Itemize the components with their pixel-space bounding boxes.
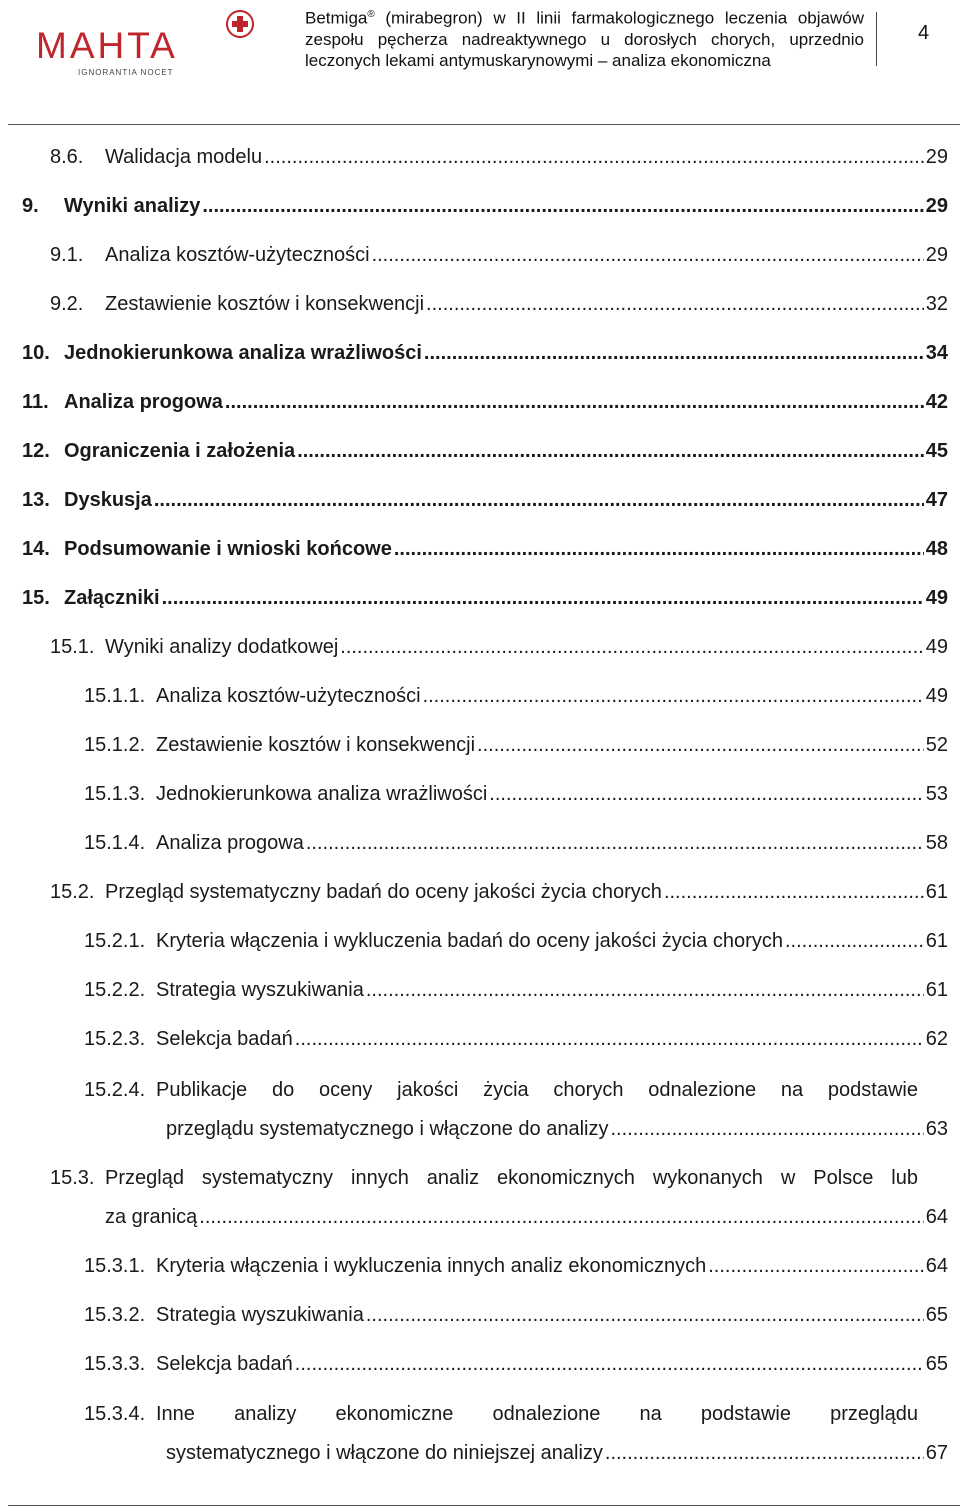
toc-entry-number: 15.1.	[50, 636, 95, 658]
toc-page-number: 53	[925, 783, 948, 805]
toc-page-number: 63	[925, 1118, 948, 1140]
toc-entry-number: 10.	[22, 342, 50, 364]
header-separator	[876, 12, 877, 66]
toc-entry-text: Wyniki analizy dodatkowej	[105, 636, 339, 658]
dot-leader	[306, 831, 924, 855]
dot-leader	[372, 243, 924, 267]
toc-entry-text: Podsumowanie i wnioski końcowe	[64, 538, 392, 560]
toc-page-number: 61	[925, 930, 948, 952]
dot-leader	[154, 488, 924, 512]
page-number: 4	[918, 22, 930, 44]
dot-leader	[340, 635, 923, 659]
toc-entry-text: Selekcja badań	[156, 1353, 293, 1375]
dot-leader	[366, 978, 924, 1002]
dot-leader	[394, 537, 924, 561]
toc-page-number: 45	[925, 440, 948, 462]
dot-leader	[477, 733, 924, 757]
toc-page-number: 67	[925, 1442, 948, 1464]
dot-leader	[708, 1254, 924, 1278]
toc-page-number: 58	[925, 832, 948, 854]
toc-entry-number: 15.1.3.	[84, 783, 146, 805]
medical-cross-icon	[224, 8, 256, 40]
toc-entry-text: Analiza progowa	[156, 832, 304, 854]
toc-entry-text-line2: systematycznego i włączone do niniejszej analizy	[166, 1442, 603, 1464]
toc-entry-text: Analiza progowa	[64, 391, 223, 413]
toc-entry-number: 13.	[22, 489, 50, 511]
toc-entry-number: 9.2.	[50, 293, 84, 315]
toc-entry-text: Analiza kosztów-użyteczności	[105, 244, 370, 266]
toc-entry-text: Dyskusja	[64, 489, 152, 511]
toc-entry-text: Ograniczenia i założenia	[64, 440, 296, 462]
toc-entry-text: Zestawienie kosztów i konsekwencji	[105, 293, 425, 315]
toc-page-number: 48	[925, 538, 948, 560]
dot-leader	[424, 341, 924, 365]
footer-rule	[8, 1505, 960, 1506]
toc-entry-text-line1: Przegląd systematyczny innych analiz ekonomicznych wykonanych w Polsce lub	[105, 1167, 918, 1189]
toc-entry-number: 9.1.	[50, 244, 84, 266]
toc-entry-text: Analiza kosztów-użyteczności	[156, 685, 421, 707]
dot-leader	[297, 439, 924, 463]
dot-leader	[264, 145, 924, 169]
toc-entry-text: Przegląd systematyczny badań do oceny jakości życia chorych	[105, 881, 662, 903]
toc-entry-number: 12.	[22, 440, 50, 462]
toc-page-number: 34	[925, 342, 948, 364]
toc-page-number: 65	[925, 1353, 948, 1375]
toc-entry-text: Selekcja badań	[156, 1028, 293, 1050]
toc-entry-number: 15.3.2.	[84, 1304, 146, 1326]
toc-entry-number: 15.1.2.	[84, 734, 146, 756]
toc-page-number: 47	[925, 489, 948, 511]
toc-entry-text: Załączniki	[64, 587, 160, 609]
toc-page-number: 65	[925, 1304, 948, 1326]
toc-entry-number: 8.6.	[50, 146, 84, 168]
toc-entry-text: Strategia wyszukiwania	[156, 1304, 364, 1326]
toc-entry-number: 15.2.1.	[84, 930, 146, 952]
registered-mark: ®	[367, 9, 375, 20]
toc-page-number: 52	[925, 734, 948, 756]
toc-entry-number: 15.	[22, 587, 50, 609]
toc-entry-number: 15.1.4.	[84, 832, 146, 854]
dot-leader	[295, 1027, 924, 1051]
dot-leader	[610, 1117, 923, 1141]
document-title	[305, 4, 864, 71]
toc-page-number: 61	[925, 979, 948, 1001]
toc-entry-number: 15.1.1.	[84, 685, 146, 707]
logo-subtitle: IGNORANTIA NOCET	[78, 68, 174, 77]
dot-leader	[295, 1352, 924, 1376]
toc-entry-number: 15.3.3.	[84, 1353, 146, 1375]
dot-leader	[785, 929, 924, 953]
title-drug-name: Betmiga	[305, 8, 368, 28]
toc-page-number: 29	[925, 244, 948, 266]
dot-leader	[426, 292, 924, 316]
toc-entry-text-line1: Publikacje do oceny jakości życia chorych odnalezione na podstawie	[156, 1079, 918, 1101]
title-rest: (mirabegron) w II linii farmakologicznego leczenia objawów zespołu pęcherza nadreaktywnego u dorosłych chorych, uprzednio leczonych lekami antymuskarynowymi – analiza ekonomiczna	[305, 8, 864, 70]
toc-page-number: 64	[925, 1206, 948, 1228]
toc-entry-text: Kryteria włączenia i wykluczenia innych analiz ekonomicznych	[156, 1255, 707, 1277]
toc-entry-number: 15.3.4.	[84, 1403, 146, 1425]
dot-leader	[366, 1303, 924, 1327]
toc-entry-text: Strategia wyszukiwania	[156, 979, 364, 1001]
toc-page-number: 29	[925, 146, 948, 168]
dot-leader	[202, 194, 923, 218]
toc-entry-text: Jednokierunkowa analiza wrażliwości	[156, 783, 488, 805]
toc-entry-text-line2: przeglądu systematycznego i włączone do analizy	[166, 1118, 609, 1140]
toc-entry-text-line1: Inne analizy ekonomiczne odnalezione na podstawie przeglądu	[156, 1403, 918, 1425]
toc-entry-number: 15.3.1.	[84, 1255, 146, 1277]
toc-page-number: 49	[925, 587, 948, 609]
page-header	[0, 0, 960, 125]
dot-leader	[605, 1441, 924, 1465]
toc-entry-number: 14.	[22, 538, 50, 560]
dot-leader	[664, 880, 924, 904]
toc-page-number: 49	[925, 685, 948, 707]
toc-entry-text: Zestawienie kosztów i konsekwencji	[156, 734, 476, 756]
toc-entry-number: 15.2.4.	[84, 1079, 146, 1101]
toc-entry-number: 9.	[22, 195, 39, 217]
dot-leader	[225, 390, 924, 414]
toc-page-number: 42	[925, 391, 948, 413]
toc-entry-number: 15.2.	[50, 881, 95, 903]
toc-page-number: 64	[925, 1255, 948, 1277]
header-rule	[8, 124, 960, 125]
dot-leader	[162, 586, 924, 610]
toc-entry-text: Wyniki analizy	[64, 195, 201, 217]
dot-leader	[423, 684, 924, 708]
logo-text: MAHTA	[36, 25, 178, 66]
toc-entry-text-line2: za granicą	[105, 1206, 198, 1228]
toc-entry-text: Kryteria włączenia i wykluczenia badań do oceny jakości życia chorych	[156, 930, 783, 952]
toc-entry-text: Walidacja modelu	[105, 146, 263, 168]
toc-page-number: 62	[925, 1028, 948, 1050]
toc-entry-number: 15.2.2.	[84, 979, 146, 1001]
toc-page-number: 61	[925, 881, 948, 903]
toc-page-number: 29	[925, 195, 948, 217]
toc-entry-text: Jednokierunkowa analiza wrażliwości	[64, 342, 422, 364]
toc-page-number: 32	[925, 293, 948, 315]
toc-page-number: 49	[925, 636, 948, 658]
dot-leader	[199, 1205, 923, 1229]
toc-entry-number: 15.2.3.	[84, 1028, 146, 1050]
toc-entry-number: 15.3.	[50, 1167, 95, 1189]
toc-entry-number: 11.	[22, 391, 49, 413]
dot-leader	[489, 782, 923, 806]
mahta-logo	[36, 6, 254, 78]
